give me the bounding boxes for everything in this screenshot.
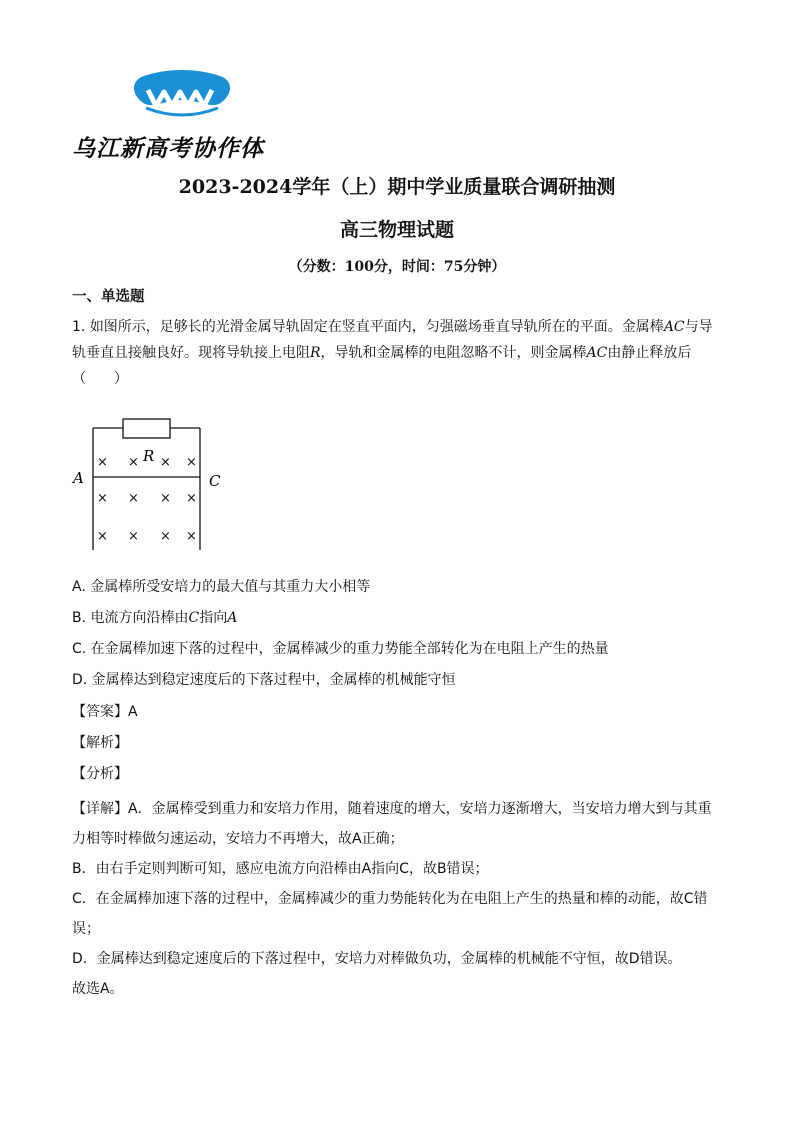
field-mark: × [97, 529, 108, 544]
question-number: 1. [72, 319, 86, 335]
detail-b: B．由右手定则判断可知，感应电流方向沿棒由A指向C，故B错误； [72, 861, 489, 877]
detail-conclusion: 故选A。 [72, 981, 124, 997]
option-b-text-2: 指向 [199, 610, 228, 626]
circuit-diagram [68, 410, 238, 555]
field-mark: × [186, 491, 197, 506]
fenxi-label: 【分析】 [72, 766, 128, 782]
exam-subtitle: 高三物理试题 [339, 219, 454, 241]
field-mark: × [186, 455, 197, 470]
detail-a [72, 794, 724, 854]
question-text-3: ，导轨和金属棒的电阻忽略不计，则金属棒 [320, 345, 587, 361]
field-mark: × [128, 491, 139, 506]
label-a: A [73, 469, 84, 487]
exam-info: （分数：100分，时间：75分钟） [288, 259, 506, 275]
option-a: A. 金属棒所受安培力的最大值与其重力大小相等 [72, 579, 371, 595]
logo-wordmark: 乌江新高考协作体 [72, 136, 264, 162]
resistor [123, 419, 170, 438]
question-r: R [310, 345, 321, 361]
answer [72, 701, 138, 721]
section-heading: 一、单选题 [72, 289, 145, 305]
option-b [72, 607, 237, 627]
field-mark: × [97, 455, 108, 470]
question-text-1: 如图所示，足够长的光滑金属导轨固定在竖直平面内，匀强磁场垂直导轨所在的平面。金属棒 [89, 319, 664, 335]
field-mark: × [97, 491, 108, 506]
detail-d: D．金属棒达到稳定速度后的下落过程中，安培力对棒做负功，金属棒的机械能不守恒，故D错误。 [72, 951, 682, 967]
field-mark: × [128, 455, 139, 470]
answer-label: 【答案】 [72, 704, 128, 720]
question-ac-2: AC [586, 345, 608, 361]
label-r: R [143, 447, 155, 465]
detail-explanation [72, 794, 724, 1004]
field-mark: × [160, 455, 171, 470]
option-c: C. 在金属棒加速下落的过程中，金属棒减少的重力势能全部转化为在电阻上产生的热量 [72, 641, 609, 657]
detail-a-text: A．金属棒受到重力和安培力作用，随着速度的增大，安培力逐渐增大，当安培力增大到与其重力相等时棒做匀速运动，安培力不再增大，故A正确； [72, 801, 712, 847]
label-c: C [209, 472, 221, 490]
field-mark: × [186, 529, 197, 544]
field-mark: × [128, 529, 139, 544]
detail-c: C．在金属棒加速下落的过程中，金属棒减少的重力势能转化为在电阻上产生的热量和棒的动能，故C错误； [72, 891, 708, 937]
analysis-label: 【解析】 [72, 735, 128, 751]
option-b-text-1: B. 电流方向沿棒由 [72, 610, 189, 626]
field-mark: × [160, 491, 171, 506]
field-mark: × [160, 529, 171, 544]
detail-label: 【详解】 [72, 801, 128, 817]
option-b-c: C [188, 610, 200, 626]
option-b-a: A [227, 610, 238, 626]
question-text-4: 由静止释放后（ ） [72, 345, 692, 387]
option-d: D. 金属棒达到稳定速度后的下落过程中，金属棒的机械能守恒 [72, 672, 456, 688]
exam-title: 2023-2024学年（上）期中学业质量联合调研抽测 [178, 176, 616, 198]
question-1 [72, 314, 724, 392]
question-ac-1: AC [663, 319, 685, 335]
answer-value: A [128, 704, 138, 720]
question-text-2: 与导轨垂直且接触良好。现将导轨接上电阻 [72, 319, 713, 361]
